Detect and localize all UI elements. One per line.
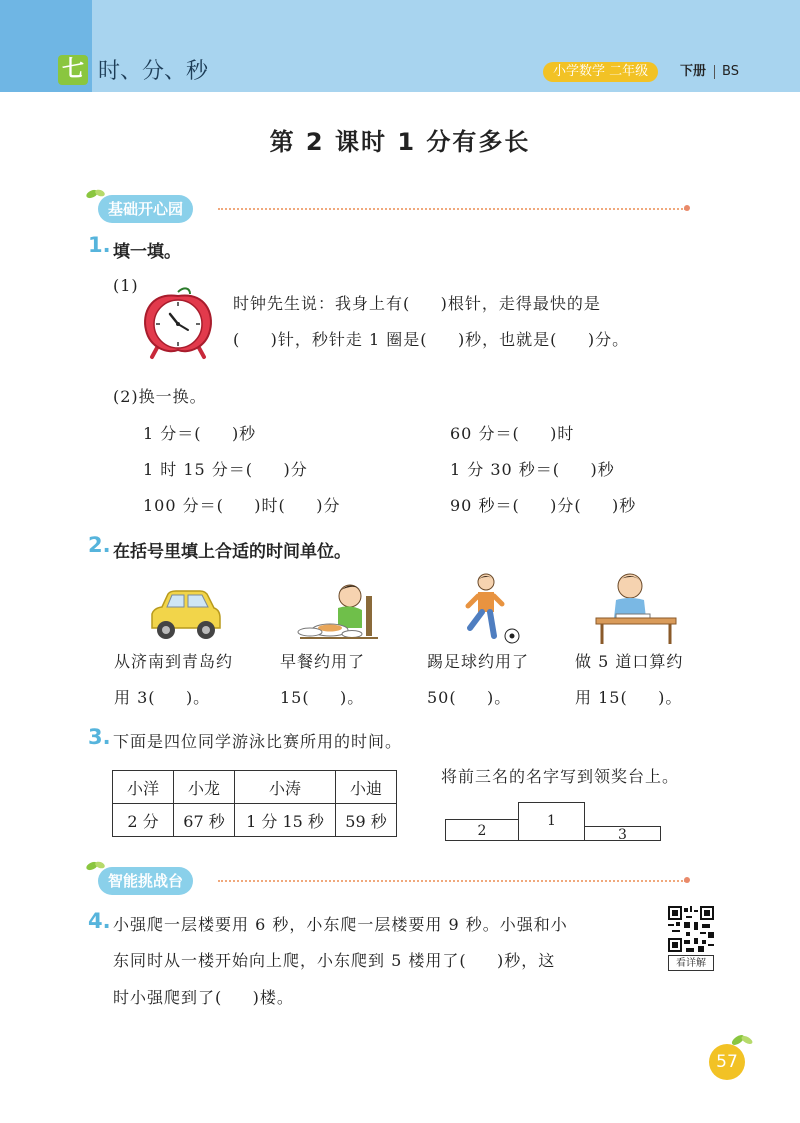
q3-number: 3. — [88, 725, 111, 749]
q2-item-line: 从济南到青岛约 — [114, 652, 234, 671]
section-basic-divider — [218, 208, 686, 210]
q4-line3: 时小强爬到了( )楼。 — [113, 988, 294, 1007]
section-basic-tag: 基础开心园 — [98, 195, 193, 223]
q1-part1-label: (1) — [113, 276, 139, 295]
q4-line2: 东同时从一楼开始向上爬，小东爬到 5 楼用了( )秒，这 — [113, 951, 556, 970]
q2-item-answer: 15( )。 — [280, 688, 365, 707]
book-volume: 下册 — [680, 64, 707, 79]
qr-code-label[interactable]: 看详解 — [668, 955, 714, 971]
q4-line1: 小强爬一层楼要用 6 秒，小东爬一层楼要用 9 秒。小强和小 — [113, 915, 568, 934]
student-studying-icon — [594, 570, 678, 646]
table-row — [113, 771, 397, 804]
table-row — [113, 804, 397, 837]
lesson-title: 第 2 课时 1 分有多长 — [269, 128, 531, 156]
conversion-item: 100 分＝( )时( )分 — [143, 496, 341, 515]
q3-heading: 下面是四位同学游泳比赛所用的时间。 — [113, 732, 403, 751]
conversion-item: 1 分 30 秒＝( )秒 — [450, 460, 615, 479]
q2-number: 2. — [88, 533, 111, 557]
q2-heading: 在括号里填上合适的时间单位。 — [113, 542, 351, 562]
q2-item-answer: 用 15( )。 — [575, 688, 683, 707]
q2-item-answer: 用 3( )。 — [114, 688, 211, 707]
page-number: 57 — [709, 1044, 745, 1080]
table-cell: 1 分 15 秒 — [235, 804, 336, 837]
table-header-cell: 小迪 — [336, 771, 397, 804]
q1-part1-line2: ( )针，秒针走 1 圈是( )秒，也就是( )分。 — [233, 330, 630, 349]
car-icon — [146, 588, 224, 644]
breakfast-child-icon — [296, 576, 382, 646]
qr-code-icon[interactable] — [668, 906, 714, 952]
q2-item-line: 早餐约用了 — [280, 652, 366, 671]
q2-item-answer: 50( )。 — [427, 688, 512, 707]
q1-part2-label: (2)换一换。 — [113, 387, 207, 406]
q1-part1-line1: 时钟先生说：我身上有( )根针，走得最快的是 — [233, 294, 601, 313]
q4-number: 4. — [88, 909, 111, 933]
alarm-clock-icon — [140, 284, 216, 360]
conversion-item: 60 分＝( )时 — [450, 424, 575, 443]
podium-third: 3 — [584, 826, 661, 841]
q2-item-line: 踢足球约用了 — [427, 652, 530, 671]
unit-title: 时、分、秒 — [98, 59, 209, 84]
podium-first: 1 — [518, 802, 585, 841]
conversion-item: 90 秒＝( )分( )秒 — [450, 496, 637, 515]
divider-dot — [684, 205, 690, 211]
table-cell: 67 秒 — [174, 804, 235, 837]
table-header-cell: 小龙 — [174, 771, 235, 804]
q1-number: 1. — [88, 233, 111, 257]
section-challenge-divider — [218, 880, 686, 882]
section-challenge-tag: 智能挑战台 — [98, 867, 193, 895]
table-cell: 59 秒 — [336, 804, 397, 837]
unit-badge: 七 — [58, 55, 88, 85]
q2-item-line: 做 5 道口算约 — [575, 652, 684, 671]
conversion-item: 1 分＝( )秒 — [143, 424, 257, 443]
header-divider — [714, 65, 715, 79]
swim-times-table — [112, 770, 397, 837]
book-edition: BS — [722, 64, 739, 79]
table-header-cell: 小涛 — [235, 771, 336, 804]
table-cell: 2 分 — [113, 804, 174, 837]
table-header-cell: 小洋 — [113, 771, 174, 804]
podium-second: 2 — [445, 819, 519, 841]
football-player-icon — [456, 572, 522, 646]
podium-instruction: 将前三名的名字写到领奖台上。 — [441, 767, 680, 786]
conversion-item: 1 时 15 分＝( )分 — [143, 460, 308, 479]
q1-heading: 填一填。 — [113, 242, 181, 262]
divider-dot — [684, 877, 690, 883]
book-tag: 小学数学 二年级 — [543, 62, 658, 82]
